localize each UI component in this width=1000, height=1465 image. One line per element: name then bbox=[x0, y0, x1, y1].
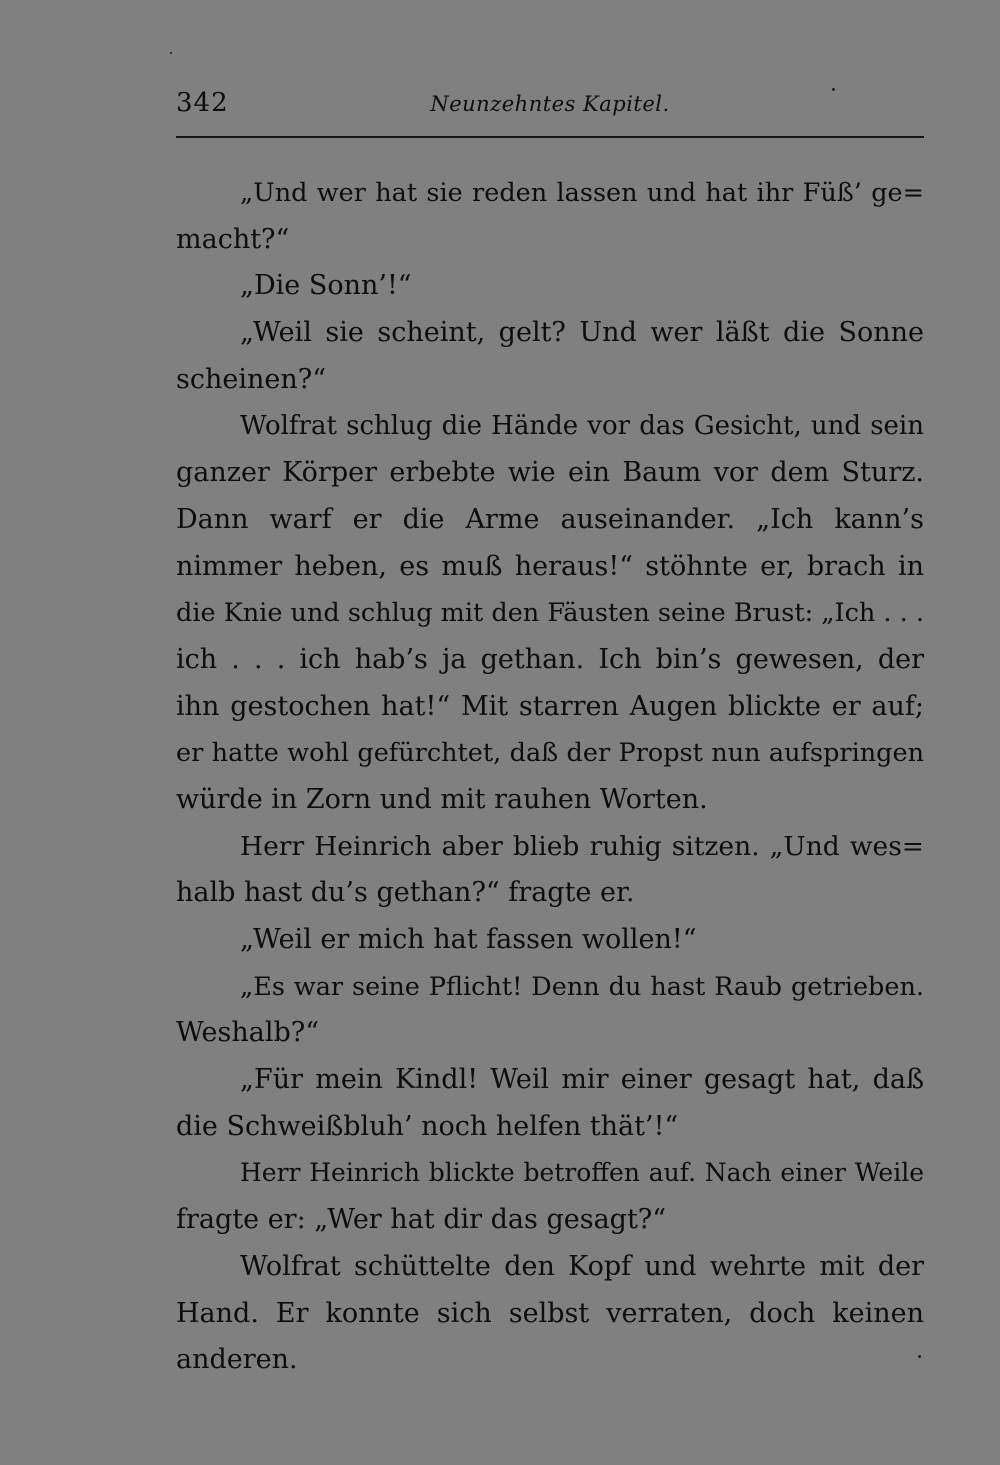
text-line: fragte er: „Wer hat dir das gesagt?“ bbox=[176, 1204, 667, 1236]
chapter-running-head: Neunzehntes Kapitel. bbox=[430, 92, 670, 116]
text-line: Hand. Er konnte sich selbst verraten, doch keinen bbox=[176, 1297, 924, 1329]
header-rule bbox=[176, 136, 924, 138]
text-line: „Es war seine Pflicht! Denn du hast Raub getrieben. bbox=[240, 971, 924, 1002]
text-line: „Die Sonn’!“ bbox=[240, 270, 412, 302]
print-speck bbox=[918, 1355, 921, 1358]
text-line: Dann warf er die Arme auseinander. „Ich kann’s bbox=[176, 503, 924, 535]
text-line: anderen. bbox=[176, 1344, 298, 1376]
text-line: macht?“ bbox=[176, 223, 290, 255]
text-line: scheinen?“ bbox=[176, 363, 327, 395]
print-speck bbox=[832, 88, 835, 91]
body-text bbox=[176, 170, 924, 1384]
text-line: „Und wer hat sie reden lassen und hat ihr Füß’ ge= bbox=[240, 178, 924, 208]
page-number: 342 bbox=[176, 88, 229, 118]
text-line: „Weil sie scheint, gelt? Und wer läßt die Sonne bbox=[240, 317, 924, 349]
text-line: Wolfrat schlug die Hände vor das Gesicht, und sein bbox=[240, 411, 924, 442]
text-line: ihn gestochen hat!“ Mit starren Augen blickte er auf; bbox=[176, 690, 924, 722]
text-line: Herr Heinrich blickte betroffen auf. Nach einer Weile bbox=[240, 1158, 924, 1188]
text-line: „Weil er mich hat fassen wollen!“ bbox=[240, 924, 697, 955]
text-line: ganzer Körper erbebte wie ein Baum vor dem Sturz. bbox=[176, 457, 924, 489]
text-line: die Schweißbluh’ noch helfen thät’!“ bbox=[176, 1110, 679, 1142]
text-line: er hatte wohl gefürchtet, daß der Propst nun aufspringen bbox=[176, 738, 924, 769]
text-line: Wolfrat schüttelte den Kopf und wehrte mit der bbox=[240, 1250, 924, 1282]
text-line: würde in Zorn und mit rauhen Worten. bbox=[176, 783, 708, 815]
text-line: „Für mein Kindl! Weil mir einer gesagt hat, daß bbox=[240, 1064, 924, 1096]
text-line: die Knie und schlug mit den Fäusten seine Brust: „Ich . . . bbox=[176, 598, 924, 629]
print-speck bbox=[170, 52, 172, 54]
text-line: halb hast du’s gethan?“ fragte er. bbox=[176, 877, 635, 909]
page-header bbox=[176, 88, 924, 128]
text-line: nimmer heben, es muß heraus!“ stöhnte er, brach in bbox=[176, 550, 924, 582]
text-line: Herr Heinrich aber blieb ruhig sitzen. „Und wes= bbox=[240, 830, 924, 862]
text-line: Weshalb?“ bbox=[176, 1017, 320, 1049]
text-line: ich . . . ich hab’s ja gethan. Ich bin’s gewesen, der bbox=[176, 643, 924, 675]
